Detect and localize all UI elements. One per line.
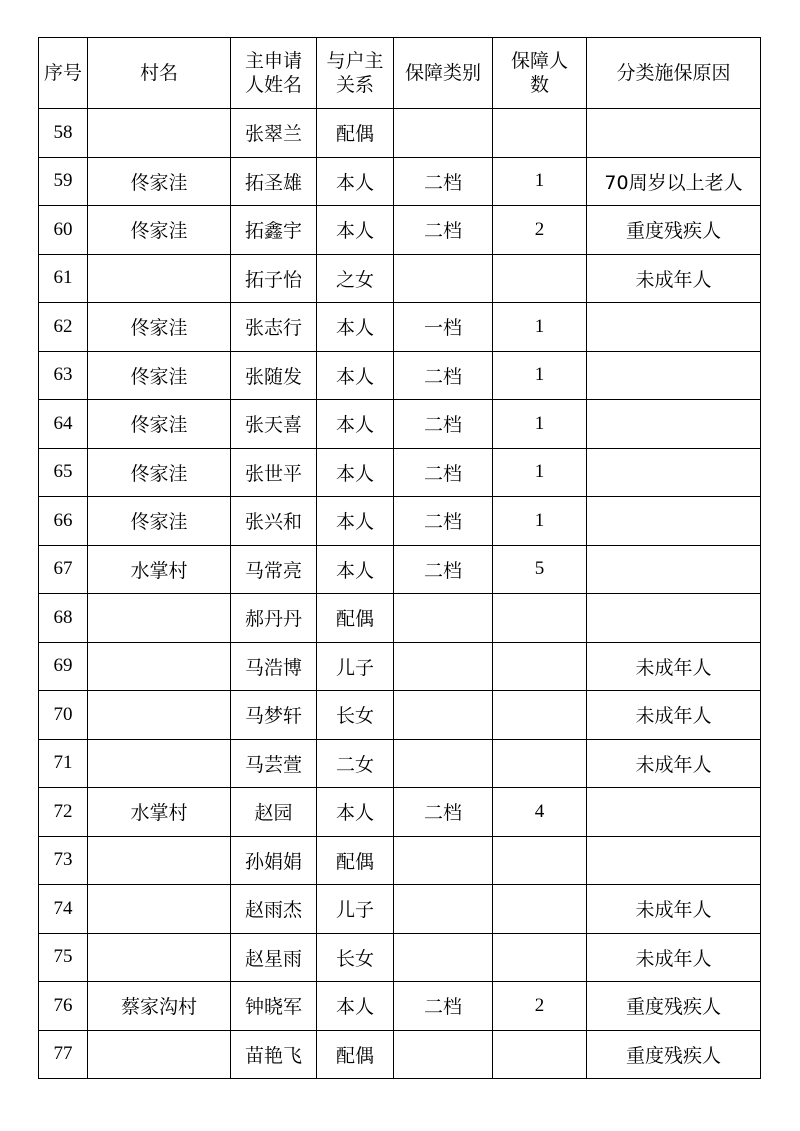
assistance-table — [38, 37, 761, 1079]
cell-category — [394, 109, 493, 158]
table-row — [39, 933, 761, 982]
header-relation-line-1: 与户主 — [326, 50, 384, 72]
cell-seq: 65 — [39, 448, 88, 497]
cell-applicant-name: 赵园 — [231, 788, 317, 837]
cell-reason: 重度残疾人 — [587, 1030, 761, 1079]
cell-applicant-name: 马浩博 — [231, 642, 317, 691]
cell-village — [88, 1030, 231, 1079]
cell-village: 佟家洼 — [88, 497, 231, 546]
cell-village — [88, 254, 231, 303]
cell-reason — [587, 351, 761, 400]
cell-count: 5 — [493, 545, 587, 594]
cell-seq: 69 — [39, 642, 88, 691]
cell-applicant-name: 张翠兰 — [231, 109, 317, 158]
cell-applicant-name: 拓子怡 — [231, 254, 317, 303]
cell-seq: 76 — [39, 982, 88, 1031]
cell-count — [493, 739, 587, 788]
cell-count: 2 — [493, 206, 587, 255]
cell-relation: 本人 — [317, 788, 394, 837]
cell-relation: 本人 — [317, 400, 394, 449]
cell-category: 二档 — [394, 788, 493, 837]
cell-village — [88, 642, 231, 691]
cell-village — [88, 739, 231, 788]
cell-seq: 64 — [39, 400, 88, 449]
cell-relation: 本人 — [317, 545, 394, 594]
cell-category: 二档 — [394, 545, 493, 594]
table-row — [39, 594, 761, 643]
cell-relation: 本人 — [317, 497, 394, 546]
cell-relation: 本人 — [317, 982, 394, 1031]
table-row — [39, 691, 761, 740]
header-reason: 分类施保原因 — [587, 38, 761, 109]
cell-village: 佟家洼 — [88, 206, 231, 255]
table-row — [39, 400, 761, 449]
cell-category — [394, 642, 493, 691]
cell-reason — [587, 788, 761, 837]
table-row — [39, 303, 761, 352]
cell-applicant-name: 张世平 — [231, 448, 317, 497]
cell-category — [394, 691, 493, 740]
table-row — [39, 885, 761, 934]
cell-category: 二档 — [394, 448, 493, 497]
cell-count: 1 — [493, 303, 587, 352]
cell-category — [394, 885, 493, 934]
cell-relation: 本人 — [317, 157, 394, 206]
cell-applicant-name: 马芸萱 — [231, 739, 317, 788]
cell-reason: 未成年人 — [587, 885, 761, 934]
cell-village: 佟家洼 — [88, 400, 231, 449]
cell-seq: 74 — [39, 885, 88, 934]
cell-village: 佟家洼 — [88, 351, 231, 400]
table-row — [39, 157, 761, 206]
cell-village: 水掌村 — [88, 788, 231, 837]
cell-count — [493, 254, 587, 303]
cell-relation: 本人 — [317, 448, 394, 497]
cell-relation: 本人 — [317, 303, 394, 352]
cell-count — [493, 109, 587, 158]
header-applicant-line-2: 人姓名 — [244, 74, 302, 96]
cell-applicant-name: 马梦轩 — [231, 691, 317, 740]
cell-seq: 70 — [39, 691, 88, 740]
cell-count — [493, 1030, 587, 1079]
table-row — [39, 109, 761, 158]
cell-seq: 61 — [39, 254, 88, 303]
cell-count — [493, 642, 587, 691]
cell-reason — [587, 836, 761, 885]
header-village: 村名 — [88, 38, 231, 109]
cell-reason: 未成年人 — [587, 739, 761, 788]
cell-village — [88, 691, 231, 740]
cell-reason: 重度残疾人 — [587, 206, 761, 255]
cell-seq: 73 — [39, 836, 88, 885]
cell-village — [88, 933, 231, 982]
cell-relation: 儿子 — [317, 642, 394, 691]
cell-category — [394, 1030, 493, 1079]
cell-relation: 二女 — [317, 739, 394, 788]
header-seq: 序号 — [39, 38, 88, 109]
cell-seq: 66 — [39, 497, 88, 546]
cell-seq: 59 — [39, 157, 88, 206]
cell-reason — [587, 109, 761, 158]
table-row — [39, 739, 761, 788]
cell-category: 二档 — [394, 157, 493, 206]
cell-applicant-name: 张兴和 — [231, 497, 317, 546]
cell-seq: 67 — [39, 545, 88, 594]
header-category: 保障类别 — [394, 38, 493, 109]
cell-category — [394, 739, 493, 788]
cell-count — [493, 691, 587, 740]
cell-reason — [587, 497, 761, 546]
cell-seq: 72 — [39, 788, 88, 837]
cell-category: 二档 — [394, 351, 493, 400]
cell-village: 佟家洼 — [88, 303, 231, 352]
cell-relation: 配偶 — [317, 1030, 394, 1079]
table-row — [39, 351, 761, 400]
cell-seq: 58 — [39, 109, 88, 158]
cell-category — [394, 933, 493, 982]
cell-category: 二档 — [394, 497, 493, 546]
header-relation — [317, 38, 394, 109]
cell-reason: 未成年人 — [587, 254, 761, 303]
cell-category: 二档 — [394, 206, 493, 255]
cell-relation: 长女 — [317, 933, 394, 982]
cell-category — [394, 594, 493, 643]
cell-relation: 本人 — [317, 351, 394, 400]
table-row — [39, 1030, 761, 1079]
cell-relation: 配偶 — [317, 836, 394, 885]
cell-relation: 儿子 — [317, 885, 394, 934]
cell-relation: 本人 — [317, 206, 394, 255]
cell-applicant-name: 拓鑫宇 — [231, 206, 317, 255]
cell-seq: 71 — [39, 739, 88, 788]
cell-reason: 未成年人 — [587, 933, 761, 982]
header-applicant — [231, 38, 317, 109]
cell-reason — [587, 545, 761, 594]
cell-village — [88, 109, 231, 158]
cell-count: 2 — [493, 982, 587, 1031]
table-row — [39, 206, 761, 255]
header-count-line-2: 数 — [529, 74, 549, 96]
cell-applicant-name: 赵星雨 — [231, 933, 317, 982]
cell-reason — [587, 448, 761, 497]
cell-reason — [587, 303, 761, 352]
cell-count — [493, 933, 587, 982]
cell-count — [493, 836, 587, 885]
cell-relation: 配偶 — [317, 109, 394, 158]
cell-category: 二档 — [394, 400, 493, 449]
cell-village: 水掌村 — [88, 545, 231, 594]
cell-applicant-name: 钟晓军 — [231, 982, 317, 1031]
cell-count — [493, 885, 587, 934]
cell-seq: 63 — [39, 351, 88, 400]
cell-applicant-name: 张随发 — [231, 351, 317, 400]
cell-relation: 之女 — [317, 254, 394, 303]
table-row — [39, 254, 761, 303]
cell-applicant-name: 郝丹丹 — [231, 594, 317, 643]
cell-count: 1 — [493, 400, 587, 449]
cell-reason — [587, 400, 761, 449]
header-row — [39, 38, 761, 109]
cell-seq: 77 — [39, 1030, 88, 1079]
header-count-line-1: 保障人 — [510, 50, 568, 72]
cell-applicant-name: 张志行 — [231, 303, 317, 352]
cell-village — [88, 594, 231, 643]
cell-village — [88, 885, 231, 934]
cell-reason — [587, 594, 761, 643]
table-row — [39, 545, 761, 594]
table-row — [39, 788, 761, 837]
cell-category: 一档 — [394, 303, 493, 352]
cell-count: 4 — [493, 788, 587, 837]
cell-reason: 未成年人 — [587, 691, 761, 740]
table-row — [39, 497, 761, 546]
cell-relation: 配偶 — [317, 594, 394, 643]
cell-count — [493, 594, 587, 643]
cell-village: 佟家洼 — [88, 448, 231, 497]
cell-reason: 未成年人 — [587, 642, 761, 691]
cell-village: 蔡家沟村 — [88, 982, 231, 1031]
table-row — [39, 642, 761, 691]
cell-applicant-name: 拓圣雄 — [231, 157, 317, 206]
cell-applicant-name: 张天喜 — [231, 400, 317, 449]
table-row — [39, 836, 761, 885]
cell-reason: 重度残疾人 — [587, 982, 761, 1031]
document-page — [38, 37, 760, 1079]
table-row — [39, 982, 761, 1031]
cell-seq: 62 — [39, 303, 88, 352]
header-relation-line-2: 关系 — [335, 74, 374, 96]
cell-applicant-name: 苗艳飞 — [231, 1030, 317, 1079]
cell-seq: 68 — [39, 594, 88, 643]
header-applicant-line-1: 主申请 — [244, 50, 302, 72]
cell-seq: 75 — [39, 933, 88, 982]
cell-relation: 长女 — [317, 691, 394, 740]
cell-count: 1 — [493, 157, 587, 206]
cell-applicant-name: 赵雨杰 — [231, 885, 317, 934]
cell-category — [394, 254, 493, 303]
cell-count: 1 — [493, 448, 587, 497]
cell-village: 佟家洼 — [88, 157, 231, 206]
cell-reason: 70周岁以上老人 — [587, 157, 761, 206]
cell-count: 1 — [493, 351, 587, 400]
table-body — [39, 109, 761, 1079]
header-count — [493, 38, 587, 109]
cell-seq: 60 — [39, 206, 88, 255]
cell-category: 二档 — [394, 982, 493, 1031]
cell-village — [88, 836, 231, 885]
table-row — [39, 448, 761, 497]
cell-applicant-name: 马常亮 — [231, 545, 317, 594]
cell-applicant-name: 孙娟娟 — [231, 836, 317, 885]
cell-count: 1 — [493, 497, 587, 546]
cell-category — [394, 836, 493, 885]
